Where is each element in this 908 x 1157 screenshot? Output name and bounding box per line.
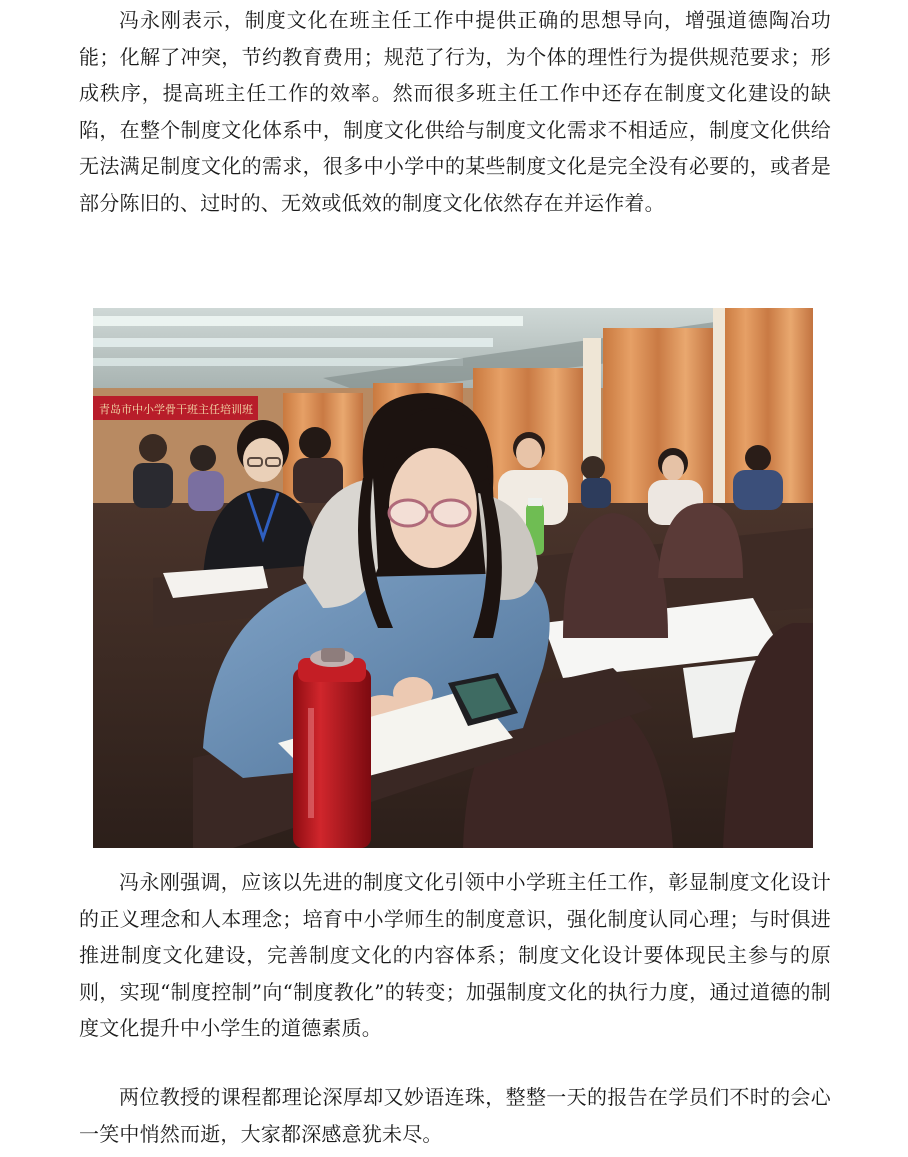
paragraph-3: 两位教授的课程都理论深厚却又妙语连珠，整整一天的报告在学员们不时的会心一笑中悄然而逝，大家都深感意犹未尽。 — [79, 1085, 831, 1146]
paragraph-1: 冯永刚表示，制度文化在班主任工作中提供正确的思想导向，增强道德陶冶功能；化解了冲突，节约教育费用；规范了行为，为个体的理性行为提供规范要求；形成秩序，提高班主任工作的效率。然而很多班主任工作中还存在制度文化建设的缺陷，在整个制度文化体系中，制度文化供给与制度文化需求不相适应，制度文化供给无法满足制度文化的需求，很多中小学中的某些制度文化是完全没有必要的，或者是部分陈旧的、过时的、无效或低效的制度文化依然存在并运作着。 — [79, 8, 831, 215]
banner-text: 青岛市中小学骨干班主任培训班 — [99, 403, 253, 416]
training-class-photo — [93, 308, 813, 848]
paragraph-2: 冯永刚强调，应该以先进的制度文化引领中小学班主任工作，彰显制度文化设计的正义理念和人本理念；培育中小学师生的制度意识，强化制度认同心理；与时俱进推进制度文化建设，完善制度文化的内容体系；制度文化设计要体现民主参与的原则，实现“制度控制”向“制度教化”的转变；加强制度文化的执行力度，通过道德的制度文化提升中小学生的道德素质。 — [79, 870, 831, 1040]
red-thermos — [293, 648, 371, 848]
